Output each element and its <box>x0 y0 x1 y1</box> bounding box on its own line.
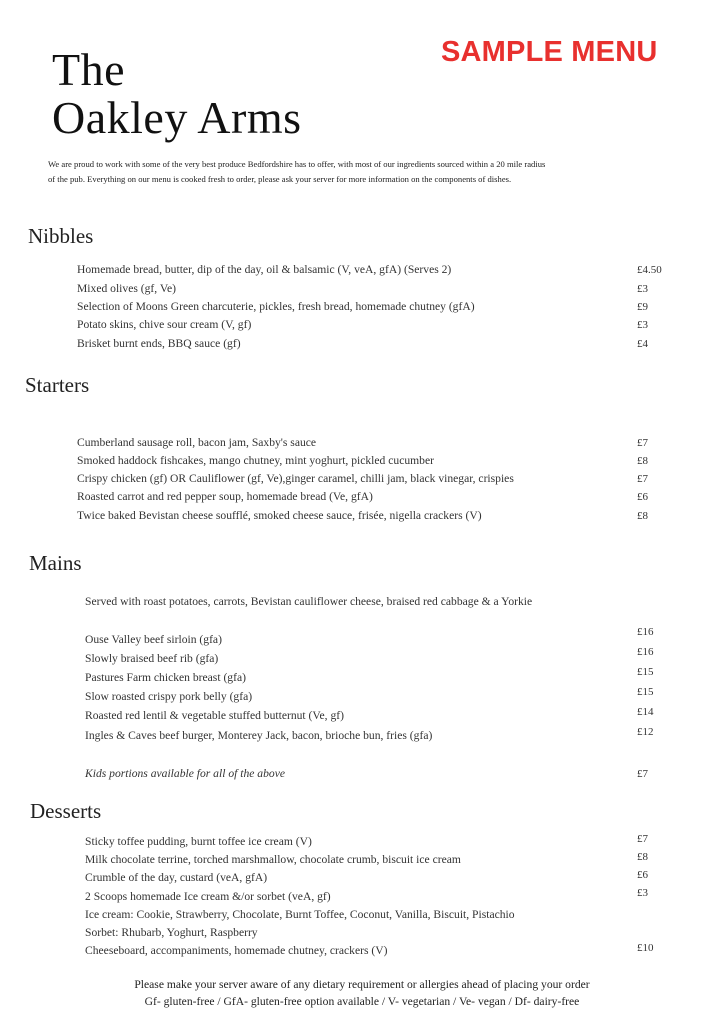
menu-item-name: Brisket burnt ends, BBQ sauce (gf) <box>77 337 241 350</box>
menu-item-name: 2 Scoops homemade Ice cream &/or sorbet (veA, gf) <box>85 890 331 903</box>
menu-item-price: £16 <box>637 646 654 658</box>
menu-item-name: Cumberland sausage roll, bacon jam, Saxby's sauce <box>77 436 317 449</box>
menu-item-price: £14 <box>637 706 654 718</box>
menu-item-price: £7 <box>637 437 648 449</box>
menu-item-price: £8 <box>637 455 648 467</box>
section-heading-desserts: Desserts <box>30 799 102 823</box>
menu-item-price: £4 <box>637 338 648 350</box>
menu-item-name: Sticky toffee pudding, burnt toffee ice cream (V) <box>85 835 312 848</box>
menu-item-price: £15 <box>637 686 654 698</box>
intro-text-line2: of the pub. Everything on our menu is cooked fresh to order, please ask your server for more information on the components of dishes. <box>48 174 512 184</box>
menu-item-name: Slow roasted crispy pork belly (gfa) <box>85 690 253 703</box>
sample-menu-badge: SAMPLE MENU <box>441 36 658 68</box>
menu-item-name: Roasted carrot and red pepper soup, homemade bread (Ve, gfA) <box>77 490 373 503</box>
menu-item-name: Twice baked Bevistan cheese soufflé, smoked cheese sauce, frisée, nigella crackers (V) <box>77 509 482 522</box>
allergy-notice: Please make your server aware of any dietary requirement or allergies ahead of placing your order <box>134 978 590 991</box>
menu-item-name: Crispy chicken (gf) OR Cauliflower (gf, Ve),ginger caramel, chilli jam, black vinegar, crispies <box>77 472 514 485</box>
menu-item-price: £3 <box>637 887 648 899</box>
menu-item-price: £7 <box>637 768 648 780</box>
menu-item-price: £7 <box>637 473 648 485</box>
menu-item-name: Crumble of the day, custard (veA, gfA) <box>85 871 268 884</box>
menu-item-name: Sorbet: Rhubarb, Yoghurt, Raspberry <box>85 926 258 939</box>
menu-item-name: Potato skins, chive sour cream (V, gf) <box>77 318 252 331</box>
intro-text-line1: We are proud to work with some of the very best produce Bedfordshire has to offer, with most of our ingredients sourced within a 20 mile radius <box>48 159 546 169</box>
menu-item-name: Kids portions available for all of the above <box>85 767 285 780</box>
menu-item-name: Roasted red lentil & vegetable stuffed butternut (Ve, gf) <box>85 709 344 722</box>
menu-item-name: Ice cream: Cookie, Strawberry, Chocolate, Burnt Toffee, Coconut, Vanilla, Biscuit, Pistachio <box>85 908 515 921</box>
menu-item-name: Ingles & Caves beef burger, Monterey Jack, bacon, brioche bun, fries (gfa) <box>85 729 433 742</box>
menu-item-price: £3 <box>637 319 648 331</box>
menu-item-name: Selection of Moons Green charcuterie, pickles, fresh bread, homemade chutney (gfA) <box>77 300 475 313</box>
dietary-key: Gf- gluten-free / GfA- gluten-free option available / V- vegetarian / Ve- vegan / Df- dairy-free <box>144 995 580 1008</box>
section-heading-starters: Starters <box>25 373 90 397</box>
menu-item-name: Homemade bread, butter, dip of the day, oil & balsamic (V, veA, gfA) (Serves 2) <box>77 263 452 276</box>
section-heading-nibbles: Nibbles <box>28 224 94 248</box>
menu-item-price: £6 <box>637 869 648 881</box>
menu-item-name: Ouse Valley beef sirloin (gfa) <box>85 633 222 646</box>
restaurant-name-line2: Oakley Arms <box>52 92 302 143</box>
menu-item-price: £7 <box>637 833 648 845</box>
menu-item-price: £8 <box>637 851 648 863</box>
section-heading-mains: Mains <box>29 551 82 575</box>
menu-item-name: Mixed olives (gf, Ve) <box>77 282 176 295</box>
menu-item-name: Slowly braised beef rib (gfa) <box>85 652 219 665</box>
menu-item-price: £4.50 <box>637 264 662 276</box>
section-note: Served with roast potatoes, carrots, Bevistan cauliflower cheese, braised red cabbage & a Yorkie <box>85 595 533 608</box>
menu-item-price: £6 <box>637 491 648 503</box>
menu-item-price: £10 <box>637 942 654 954</box>
menu-item-price: £9 <box>637 301 648 313</box>
menu-item-name: Cheeseboard, accompaniments, homemade chutney, crackers (V) <box>85 944 388 957</box>
menu-item-price: £12 <box>637 726 654 738</box>
menu-item-name: Pastures Farm chicken breast (gfa) <box>85 671 246 684</box>
restaurant-name-line1: The <box>52 44 126 95</box>
menu-item-price: £8 <box>637 510 648 522</box>
menu-item-price: £3 <box>637 283 648 295</box>
menu-item-name: Milk chocolate terrine, torched marshmallow, chocolate crumb, biscuit ice cream <box>85 853 461 866</box>
menu-item-price: £16 <box>637 626 654 638</box>
menu-item-price: £15 <box>637 666 654 678</box>
menu-item-name: Smoked haddock fishcakes, mango chutney, mint yoghurt, pickled cucumber <box>77 454 434 467</box>
